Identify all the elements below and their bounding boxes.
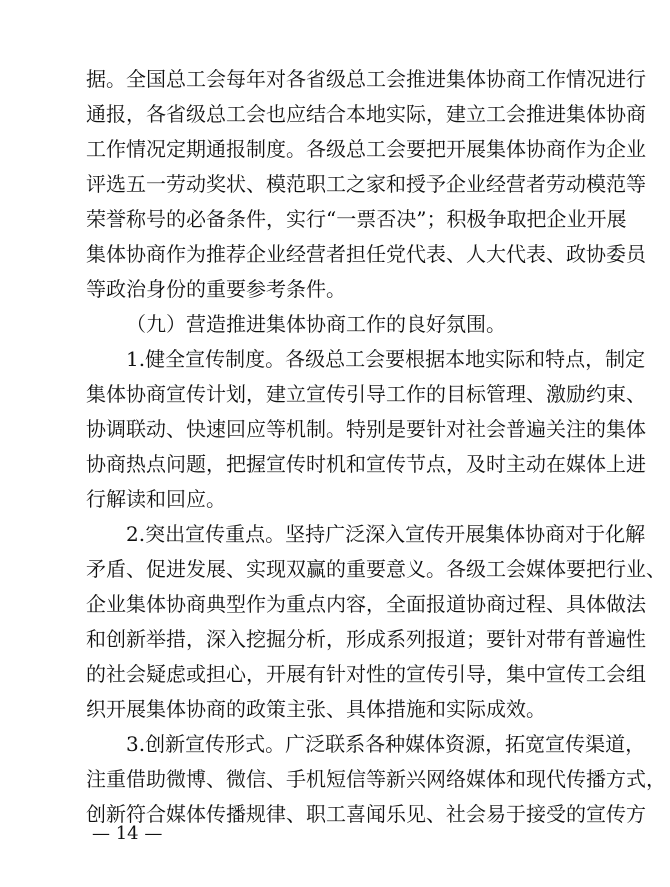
text-line: 1.健全宣传制度。各级总工会要根据本地实际和特点，制定 [126,347,646,371]
text-line: 集体协商作为推荐企业经营者担任党代表、人大代表、政协委员 [86,242,646,266]
page-number: — 14 — [92,823,163,844]
text-line: 协商热点问题，把握宣传时机和宣传节点，及时主动在媒体上进 [86,452,646,476]
text-line: 集体协商宣传计划，建立宣传引导工作的目标管理、激励约束、 [86,382,646,406]
text-line: 的社会疑虑或担心，开展有针对性的宣传引导，集中宣传工会组 [86,662,646,686]
text-line: 创新符合媒体传播规律、职工喜闻乐见、社会易于接受的宣传方 [86,802,646,826]
text-line: 注重借助微博、微信、手机短信等新兴网络媒体和现代传播方式， [86,767,666,791]
text-line: 工作情况定期通报制度。各级总工会要把开展集体协商作为企业 [86,137,646,161]
body-text [86,62,666,832]
text-line: 评选五一劳动奖状、模范职工之家和授予企业经营者劳动模范等 [86,172,646,196]
text-line: 等政治身份的重要参考条件。 [86,277,346,301]
text-line: 企业集体协商典型作为重点内容，全面报道协商过程、具体做法 [86,592,646,616]
text-line: 协调联动、快速回应等机制。特别是要针对社会普遍关注的集体 [86,417,646,441]
text-line: 通报，各省级总工会也应结合本地实际，建立工会推进集体协商 [86,102,646,126]
text-line: 3.创新宣传形式。广泛联系各种媒体资源，拓宽宣传渠道， [126,732,646,756]
text-line: 据。全国总工会每年对各省级总工会推进集体协商工作情况进行 [86,67,646,91]
text-line: （九）营造推进集体协商工作的良好氛围。 [126,312,506,336]
text-line: 和创新举措，深入挖掘分析，形成系列报道；要针对带有普遍性 [86,627,646,651]
text-line: 2.突出宣传重点。坚持广泛深入宣传开展集体协商对于化解 [126,522,646,546]
text-line: 矛盾、促进发展、实现双赢的重要意义。各级工会媒体要把行业、 [86,557,666,581]
text-line: 行解读和回应。 [86,487,226,511]
text-line: 荣誉称号的必备条件，实行“一票否决”；积极争取把企业开展 [86,207,627,231]
text-line: 织开展集体协商的政策主张、具体措施和实际成效。 [86,697,546,721]
